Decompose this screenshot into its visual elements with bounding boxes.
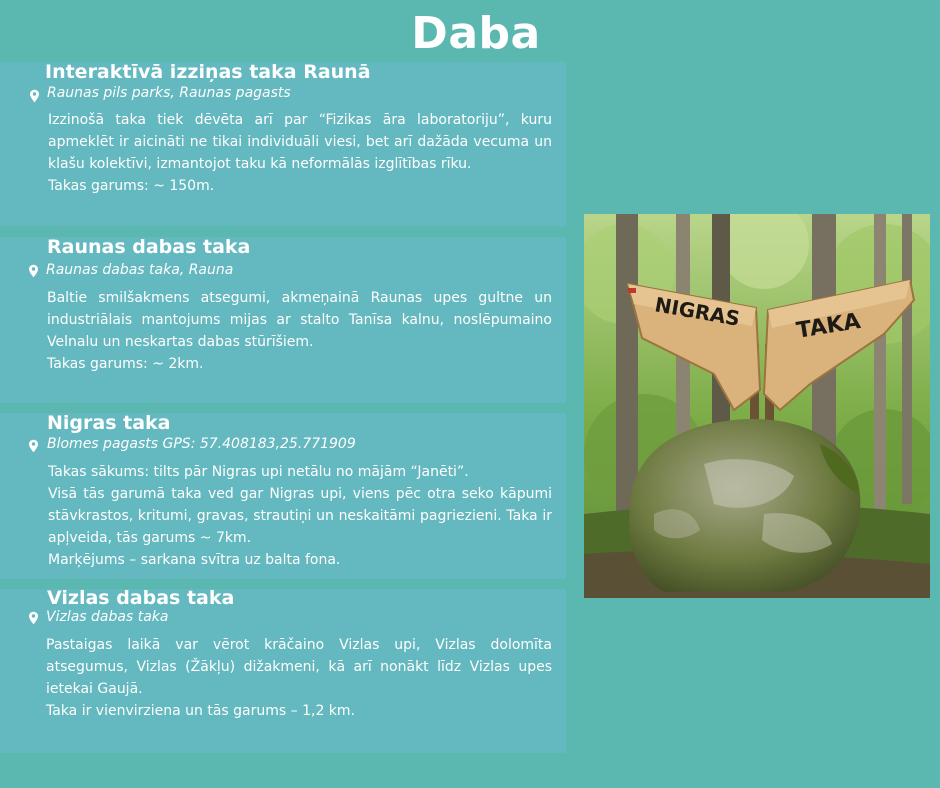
trail-start: Takas sākums: tilts pār Nigras upi netālu no mājām “Janēti”. [48, 464, 469, 480]
trail-marking: Marķējums – sarkana svītra uz balta fona. [48, 552, 341, 568]
trail-title: Nigras taka [47, 412, 171, 434]
sign-right-text: TAKA [794, 309, 863, 344]
trail-description [47, 287, 552, 375]
trail-card-interactive [0, 62, 566, 226]
trail-length: Takas garums: ~ 2km. [47, 356, 204, 372]
trail-location: Raunas dabas taka, Rauna [46, 262, 234, 278]
trail-card-rauna [0, 237, 566, 403]
trail-title: Interaktīvā izziņas taka Raunā [45, 61, 371, 83]
trail-card-nigra [0, 413, 566, 579]
location-pin-icon [30, 89, 39, 103]
description-text: Baltie smilšakmens atsegumi, akmeņainā Raunas upes gultne un industriālais mantojums mijas ar stalto Tanīsa kalnu, noslēpumaino Velnalu un neskartas dabas stūrīšiem. [47, 290, 552, 350]
location-pin-icon [29, 439, 38, 453]
description-text: Visā tās garumā taka ved gar Nigras upi, viens pēc otra seko kāpumi stāvkrastos, kritumi, gravas, strautiņi un neskaitāmi pagriezieni. Taka ir apļveida, tās garums ~ 7km. [48, 486, 552, 546]
trail-card-vizla [0, 589, 566, 753]
trail-location: Blomes pagasts GPS: 57.408183,25.771909 [47, 436, 356, 452]
trail-title: Vizlas dabas taka [47, 587, 235, 609]
trail-title: Raunas dabas taka [47, 236, 251, 258]
trail-description [48, 461, 552, 571]
trail-location: Raunas pils parks, Raunas pagasts [47, 85, 291, 101]
location-pin-icon [29, 611, 38, 625]
trail-length: Takas garums: ~ 150m. [48, 178, 215, 194]
nigras-taka-photo [584, 214, 930, 598]
description-text: Izzinošā taka tiek dēvēta arī par “Fizikas āra laboratoriju”, kuru apmeklēt ir aicināti ne tikai individuāli viesi, bet arī dažāda vecuma un klašu kolektīvi, izmantojot taku kā neformālās izglītības rīku. [48, 112, 552, 172]
trail-location: Vizlas dabas taka [46, 609, 169, 625]
location-pin-icon [29, 264, 38, 278]
trail-description [48, 109, 552, 197]
page-title: Daba [411, 8, 541, 59]
sign-left-text: NIGRAS [653, 292, 742, 331]
description-text: Pastaigas laikā var vērot krāčaino Vizlas upi, Vizlas dolomīta atsegumus, Vizlas (Žākļu) dižakmeni, kā arī nonākt līdz Vizlas upes ietekai Gaujā. [46, 637, 552, 697]
trail-length: Taka ir vienvirziena un tās garums – 1,2 km. [46, 703, 355, 719]
forest-sign-illustration [584, 214, 930, 598]
trail-description [46, 634, 552, 722]
